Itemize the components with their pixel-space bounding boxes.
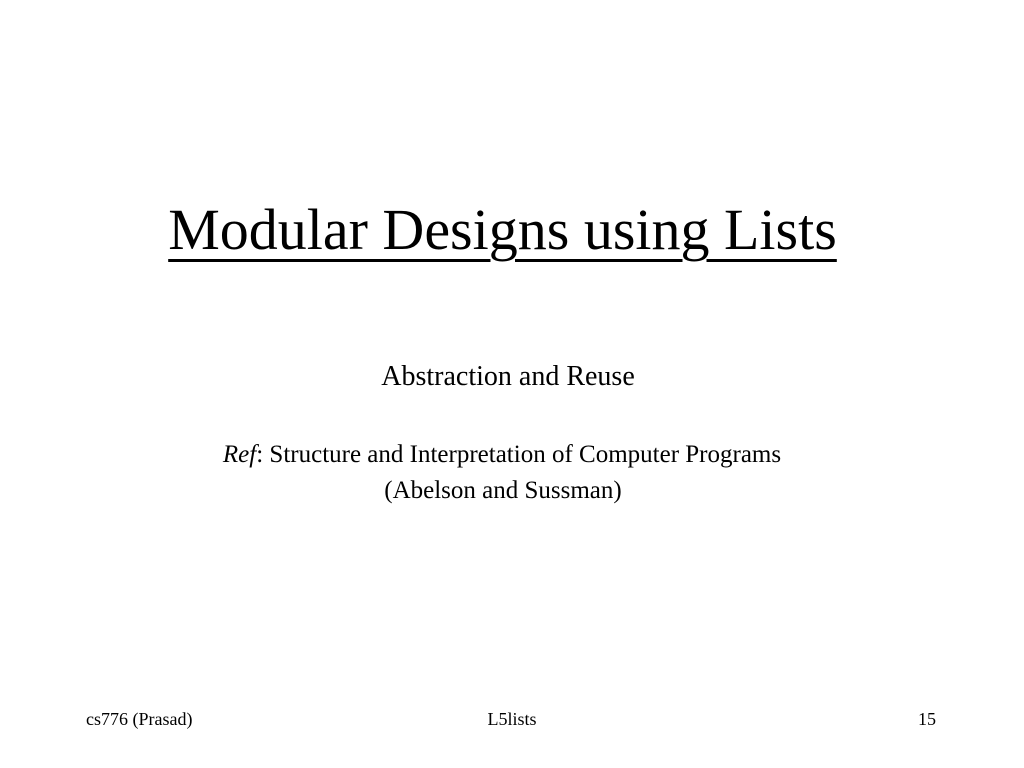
reference-text: Structure and Interpretation of Computer Programs <box>269 441 782 468</box>
reference-separator: : <box>256 441 270 468</box>
slide-title: Modular Designs using Lists <box>168 197 837 262</box>
slide-subtitle: Abstraction and Reuse <box>381 361 635 392</box>
footer-page-number: 15 <box>918 709 936 729</box>
reference-line <box>0 438 1004 472</box>
footer-deck-name: L5lists <box>487 709 537 729</box>
footer-course: cs776 (Prasad) <box>86 709 193 729</box>
reference-authors: (Abelson and Sussman) <box>384 477 622 504</box>
reference-label: Ref <box>222 441 257 468</box>
